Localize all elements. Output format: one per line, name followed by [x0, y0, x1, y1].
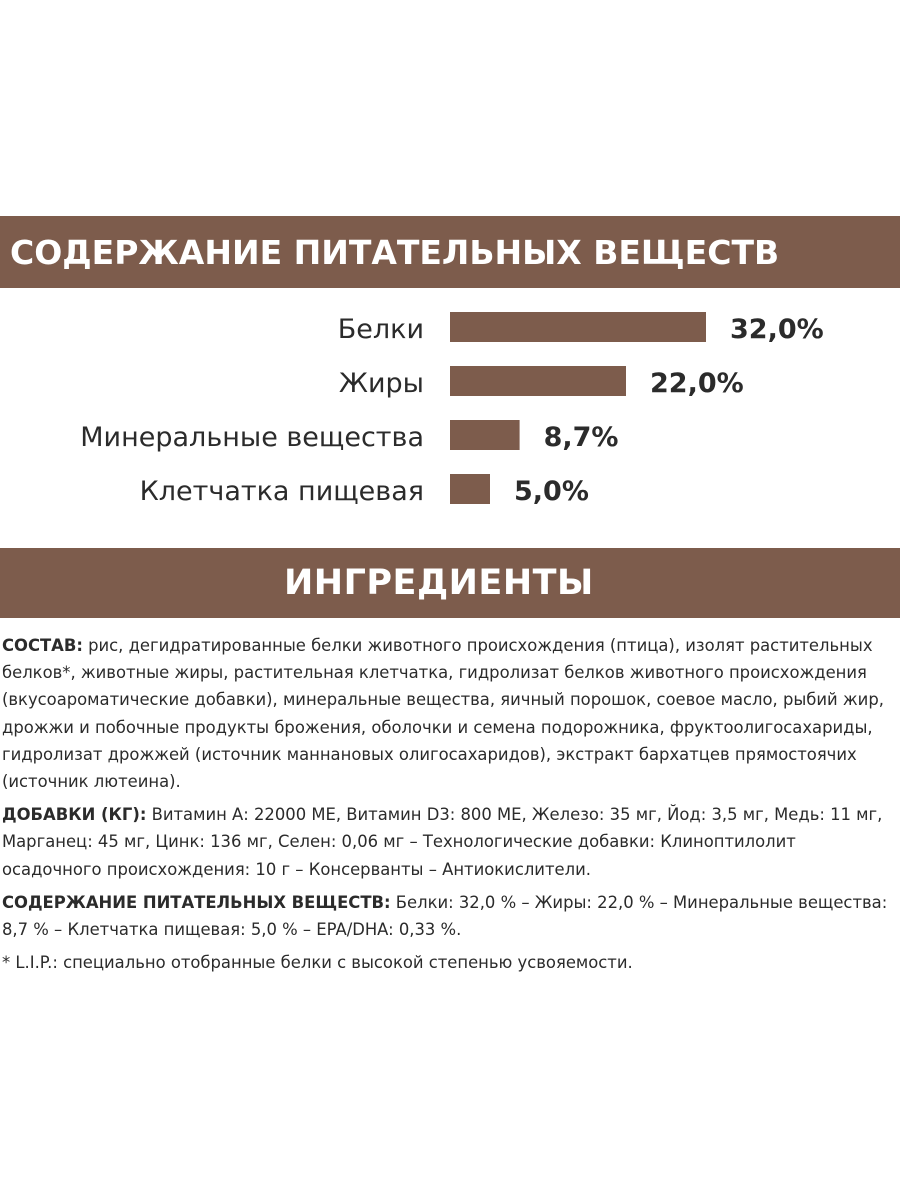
category-label: Белки — [337, 314, 424, 345]
category-label: Жиры — [338, 368, 424, 399]
ingredients-title: ИНГРЕДИЕНТЫ — [284, 563, 594, 603]
nutrient-content-title: СОДЕРЖАНИЕ ПИТАТЕЛЬНЫХ ВЕЩЕСТВ — [10, 232, 780, 272]
nutrient-bar-chart — [0, 300, 900, 530]
value-label: 22,0% — [650, 368, 744, 399]
additives-paragraph — [2, 801, 898, 883]
value-label: 8,7% — [543, 422, 619, 453]
category-label: Минеральные вещества — [80, 422, 424, 453]
additives-text: Витамин А: 22000 МЕ, Витамин D3: 800 МЕ, Железо: 35 мг, Йод: 3,5 мг, Медь: 11 мг, Марганец: 45 мг, Цинк: 136 мг, Селен: 0,06 мг – Технологические добавки: Клиноптилолит осадочного происхождения: 10 г – Консерванты – Антиокислители. — [2, 805, 883, 879]
composition-paragraph — [2, 632, 898, 795]
bar — [450, 474, 490, 504]
additives-label: ДОБАВКИ (КГ): — [2, 805, 147, 825]
nutrients-paragraph — [2, 889, 898, 943]
nutrients-text: Белки: 32,0 % – Жиры: 22,0 % – Минеральные вещества: 8,7 % – Клетчатка пищевая: 5,0 % – EPA/DHA: 0,33 %. — [2, 892, 888, 940]
nutrient-content-banner — [0, 216, 900, 288]
ingredients-text-block — [2, 632, 898, 982]
category-label: Клетчатка пищевая — [139, 476, 424, 507]
composition-text: рис, дегидратированные белки животного происхождения (птица), изолят растительных белков*, животные жиры, растительная клетчатка, гидролизат белков животного происхождения (вкусоароматические добавки), минеральные вещества, яичный порошок, соевое масло, рыбий жир, дрожжи и побочные продукты брожения, оболочки и семена подорожника, фруктоолигосахариды, гидролизат дрожжей (источник маннановых олигосахаридов), экстракт бархатцев прямостоячих (источник лютеина). — [2, 636, 884, 792]
value-label: 32,0% — [730, 314, 824, 345]
bar — [450, 312, 706, 342]
composition-label: СОСТАВ: — [2, 636, 83, 655]
ingredients-banner — [0, 548, 900, 618]
nutrients-label: СОДЕРЖАНИЕ ПИТАТЕЛЬНЫХ ВЕЩЕСТВ: — [2, 892, 391, 912]
footnote: * L.I.P.: специально отобранные белки с высокой степенью усвояемости. — [2, 953, 633, 973]
bar — [450, 420, 520, 450]
value-label: 5,0% — [514, 476, 589, 507]
bar — [450, 366, 626, 396]
